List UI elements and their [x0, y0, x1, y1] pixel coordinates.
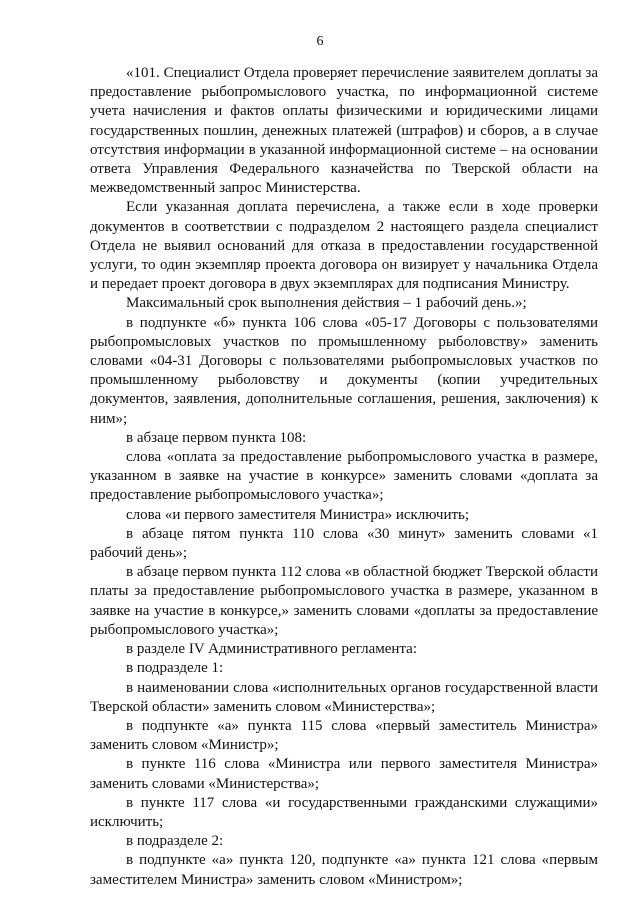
paragraph-item-108-deputy: слова «и первого заместителя Министра» исключить; — [126, 506, 470, 523]
paragraph-section-iv: в разделе IV Административного регламента: — [126, 641, 417, 658]
paragraph-item-116: в пункте 116 слова «Министра или первого заместителя Министра» заменить словами «Министерства»; — [90, 756, 598, 792]
paragraph-subsection-1: в подразделе 1: — [126, 660, 224, 677]
paragraph-item-112: в абзаце первом пункта 112 слова «в областной бюджет Тверской области платы за предоставление рыбопромыслового участка в размере, указанном в заявке на участие в конкурсе,» заменить словами «доплаты за предоставление рыбопромыслового участка»; — [90, 564, 598, 638]
paragraph-item-108-intro: в абзаце первом пункта 108: — [126, 429, 307, 446]
paragraph-item-110: в абзаце пятом пункта 110 слова «30 минут» заменить словами «1 рабочий день»; — [90, 525, 598, 562]
paragraph-subsection-1-title: в наименовании слова «исполнительных органов государственной власти Тверской области» заменить словом «Министерства»; — [90, 679, 598, 715]
paragraph-item-117: в пункте 117 слова «и государственными гражданскими служащими» исключить; — [90, 794, 598, 830]
paragraph-contract-approval: Если указанная доплата перечислена, а также если в ходе проверки документов в соответствии с подразделом 2 настоящего раздела специалист Отдела не выявил оснований для отказа в предоставлении государственной услуги, то один экземпляр проекта договора он визирует у начальника Отдела и передает проект договора в двух экземплярах для подписания Министру. — [90, 199, 598, 293]
paragraph-items-120-121: в подпункте «а» пункта 120, подпункте «а» пункта 121 слова «первым заместителем Министра» заменить словом «Министром»; — [90, 852, 598, 888]
paragraph-101-verification: «101. Специалист Отдела проверяет перечисление заявителем доплаты за предоставление рыбопромыслового участка, по информационной системе учета начисления и фактов оплаты физическими и юридическими лицами государственных пошлин, денежных платежей (штрафов) и сборов, а в случае отсутствия информации в указанной информационной системе – на основании ответа Управления Федерального казначейства по Тверской области на межведомственный запрос Министерства. — [90, 65, 598, 197]
paragraph-item-108-payment: слова «оплата за предоставление рыбопромыслового участка в размере, указанном в заявке на участие в конкурсе» заменить словами «доплата за предоставление рыбопромыслового участка»; — [90, 449, 598, 504]
paragraph-max-term: Максимальный срок выполнения действия – 1 рабочий день.»; — [126, 295, 527, 312]
paragraph-subsection-2: в подразделе 2: — [126, 833, 224, 850]
paragraph-item-115: в подпункте «а» пункта 115 слова «первый заместитель Министра» заменить словом «Министр»; — [90, 717, 598, 754]
document-body — [90, 64, 598, 890]
paragraph-item-106: в подпункте «б» пункта 106 слова «05-17 Договоры с пользователями рыбопромысловых участков по промышленному рыболовству» заменить словами «04-31 Договоры с пользователями рыбопромысловых участков по промышленному рыболовству и документы (копии учредительных документов, заявления, дополнительные соглашения, решения, заключения) к ним»; — [90, 314, 598, 427]
page-number: 6 — [316, 34, 324, 49]
